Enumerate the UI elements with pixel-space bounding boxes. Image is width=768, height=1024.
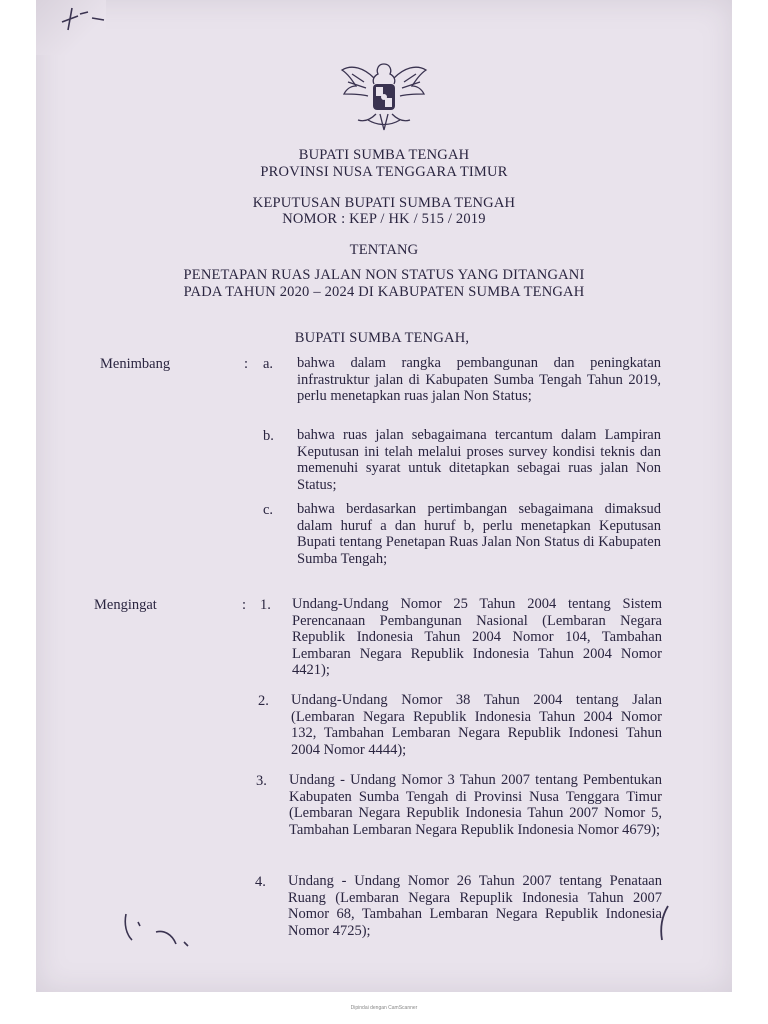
garuda-emblem-icon [338, 56, 430, 132]
mengingat-3-mark: 3. [256, 773, 267, 789]
mengingat-1-mark: 1. [260, 597, 271, 613]
decree-number: NOMOR : KEP / HK / 515 / 2019 [282, 211, 486, 227]
menimbang-b-mark: b. [263, 428, 274, 444]
menimbang-label: Menimbang [100, 356, 171, 372]
handwritten-mark-top-left [58, 4, 108, 34]
about-heading: TENTANG [349, 242, 419, 258]
menimbang-colon: : [244, 356, 249, 372]
handwritten-mark-bottom-left [118, 908, 198, 952]
issuer-heading: BUPATI SUMBA TENGAH, [294, 330, 470, 346]
mengingat-colon: : [242, 597, 247, 613]
mengingat-label: Mengingat [94, 597, 157, 613]
mengingat-2-mark: 2. [258, 693, 269, 709]
mengingat-4-text: Undang - Undang Nomor 26 Tahun 2007 tentang Penataan Ruang (Lembaran Negara Repuplik Indonesia Tahun 2007 Nomor 68, Tambahan Lembaran Negara Republik Indonesia Nomor 4725); [288, 873, 662, 939]
mengingat-1-text: Undang-Undang Nomor 25 Tahun 2004 tentang Sistem Perencanaan Pembangunan Nasional (Lembaran Negara Republik Indonesia Tahun 2004 Nomor 104, Tambahan Lembaran Negara Republik Indonesia Tahun 2004 Nomor 4421); [292, 596, 662, 679]
menimbang-c-mark: c. [263, 502, 274, 518]
menimbang-b-text: bahwa ruas jalan sebagaimana tercantum dalam Lampiran Keputusan ini telah melalui proses survey kondisi teknis dan memenuhi syarat untuk ditetapkan sebagai ruas jalan Non Status; [297, 427, 661, 493]
mengingat-4-mark: 4. [255, 874, 266, 890]
menimbang-a-mark: a. [263, 356, 274, 372]
header-line-1: BUPATI SUMBA TENGAH [298, 147, 470, 163]
mengingat-3-text: Undang - Undang Nomor 3 Tahun 2007 tentang Pembentukan Kabupaten Sumba Tengah di Provinsi Nusa Tenggara Timur (Lembaran Negara Republik Indonesia Tahun 2007 Nomor 5, Tambahan Lembaran Negara Republik Indonesia Nomor 4679); [289, 772, 662, 838]
subject-line-1: PENETAPAN RUAS JALAN NON STATUS YANG DITANGANI [183, 267, 585, 283]
decree-title: KEPUTUSAN BUPATI SUMBA TENGAH [252, 195, 516, 211]
scanner-footer: Dipindai dengan CamScanner [350, 1005, 418, 1011]
mengingat-2-text: Undang-Undang Nomor 38 Tahun 2004 tentang Jalan (Lembaran Negara Republik Indonesia Tahun 2004 Nomor 132, Tambahan Lembaran Negara Republik Indonesi Tahun 2004 Nomor 4444); [291, 692, 662, 758]
subject-line-2: PADA TAHUN 2020 – 2024 DI KABUPATEN SUMBA TENGAH [183, 284, 585, 300]
header-line-2: PROVINSI NUSA TENGGARA TIMUR [260, 164, 508, 180]
menimbang-a-text: bahwa dalam rangka pembangunan dan peningkatan infrastruktur jalan di Kabupaten Sumba Tengah Tahun 2019, perlu menetapkan ruas jalan Non Status; [297, 355, 661, 405]
menimbang-c-text: bahwa berdasarkan pertimbangan sebagaimana dimaksud dalam huruf a dan huruf b, perlu menetapkan Keputusan Bupati tentang Penetapan Ruas Jalan Non Status di Kabupaten Sumba Tengah; [297, 501, 661, 567]
